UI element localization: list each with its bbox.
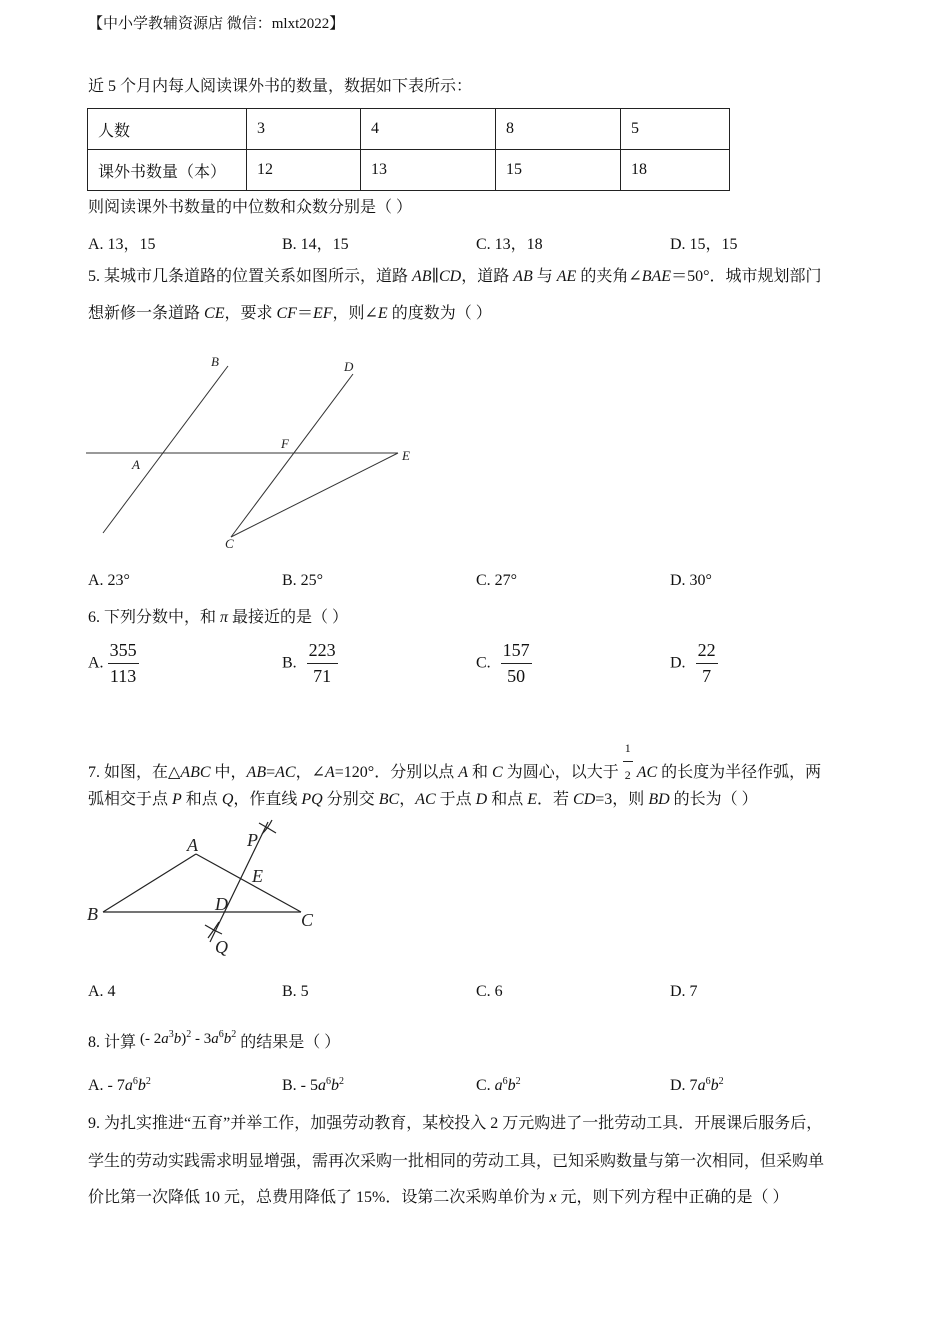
table-cell: 18 — [621, 150, 730, 191]
fraction: $\frac{223}{71}$ — [308, 640, 336, 686]
table-cell: 15 — [496, 150, 621, 191]
fraction: $\frac{157}{50}$ — [502, 640, 530, 686]
q4-intro: 近 5 个月内每人阅读课外书的数量，数据如下表所示： — [88, 78, 473, 95]
option-d: D. $\frac{22}{7}$ — [670, 640, 716, 686]
fraction-half: $\frac{1}{2}$ — [623, 737, 633, 786]
label-E: E — [252, 866, 263, 886]
label-B: B — [211, 354, 219, 369]
label-C: C — [225, 536, 234, 551]
q9-stem-line2: 学生的劳动实践需求明显增强，需再次采购一批相同的劳动工具，已知采购数量与第一次相同，但采购单 — [88, 1153, 825, 1170]
table-cell: 13 — [361, 150, 496, 191]
q5-stem-line1: 5. 某城市几条道路的位置关系如图所示，道路 AB∥CD，道路 AB 与 AE 的夹角∠BAE＝50°．城市规划部门 — [88, 268, 822, 285]
q7-stem-line2: 弧相交于点 P 和点 Q，作直线 PQ 分别交 BC，AC 于点 D 和点 E．若 CD=3，则 BD 的长为（ ） — [88, 791, 758, 808]
label-F: F — [281, 436, 289, 451]
q8-stem: 8. 计算 (- $2a^3b)^2 - 3a^6b^2$ 的结果是（ ） — [88, 1029, 341, 1051]
table-cell: 12 — [247, 150, 361, 191]
table-cell: 课外书数量（本） — [88, 150, 247, 191]
label-D: D — [344, 359, 354, 374]
option-a: A. 13，15 — [88, 236, 156, 253]
q4-question: 则阅读课外书数量的中位数和众数分别是（ ） — [88, 199, 413, 216]
table-cell: 4 — [361, 109, 496, 150]
label-Q: Q — [215, 937, 228, 957]
table-cell: 人数 — [88, 109, 247, 150]
table-cell: 3 — [247, 109, 361, 150]
math-expression: (- $2a^3b)^2 - 3a^6b^2$ — [140, 1029, 237, 1047]
option-b: B. $\frac{223}{71}$ — [282, 640, 336, 686]
label-E: E — [402, 448, 410, 463]
option-d: D. 15，15 — [670, 236, 738, 253]
option-c: C. 6 — [476, 983, 503, 1000]
page-header: 【中小学教辅资源店 微信：mlxt2022】 — [88, 16, 345, 32]
q5-stem-line2: 想新修一条道路 CE，要求 CF＝EF，则∠E 的度数为（ ） — [88, 305, 492, 322]
table-cell: 5 — [621, 109, 730, 150]
option-d: D. $7a^6b^2$ — [670, 1076, 724, 1094]
option-b: B. - $5a^6b^2$ — [282, 1076, 344, 1094]
option-c: C. $a^6b^2$ — [476, 1076, 521, 1094]
option-a: A. 4 — [88, 983, 116, 1000]
option-b: B. 14，15 — [282, 236, 349, 253]
side-ab — [103, 854, 196, 912]
q7-stem-line1: 7. 如图，在△ABC 中，AB=AC，∠A=120°．分别以点 A 和 C 为圆心，以大于 $\frac{1}{2}$ AC 的长度为半径作弧，两 — [88, 737, 821, 786]
option-b: B. 5 — [282, 983, 309, 1000]
label-C: C — [301, 910, 314, 930]
option-b: B. 25° — [282, 572, 324, 589]
fraction: $\frac{355}{113}$ — [109, 640, 137, 686]
option-a: A. 23° — [88, 572, 130, 589]
option-a: A. - $7a^6b^2$ — [88, 1076, 151, 1094]
option-c: C. 27° — [476, 572, 518, 589]
label-D: D — [215, 894, 228, 914]
table-cell: 8 — [496, 109, 621, 150]
option-c: C. $\frac{157}{50}$ — [476, 640, 530, 686]
option-c: C. 13，18 — [476, 236, 543, 253]
q9-stem-line1: 9. 为扎实推进“五育”并举工作，加强劳动教育，某校投入 2 万元购进了一批劳动工具．开展课后服务后， — [88, 1115, 823, 1132]
q9-stem-line3: 价比第一次降低 10 元，总费用降低了 15%．设第二次采购单价为 x 元，则下列方程中正确的是（ ） — [88, 1189, 789, 1206]
label-A: A — [187, 835, 198, 855]
option-d: D. 7 — [670, 983, 698, 1000]
option-d: D. 30° — [670, 572, 712, 589]
label-B: B — [87, 904, 98, 924]
label-A: A — [132, 457, 140, 472]
fraction: $\frac{22}{7}$ — [697, 640, 716, 686]
label-P: P — [247, 830, 258, 850]
option-a: A. $\frac{355}{113}$ — [88, 640, 137, 686]
q6-stem: 6. 下列分数中，和 π 最接近的是（ ） — [88, 609, 349, 626]
